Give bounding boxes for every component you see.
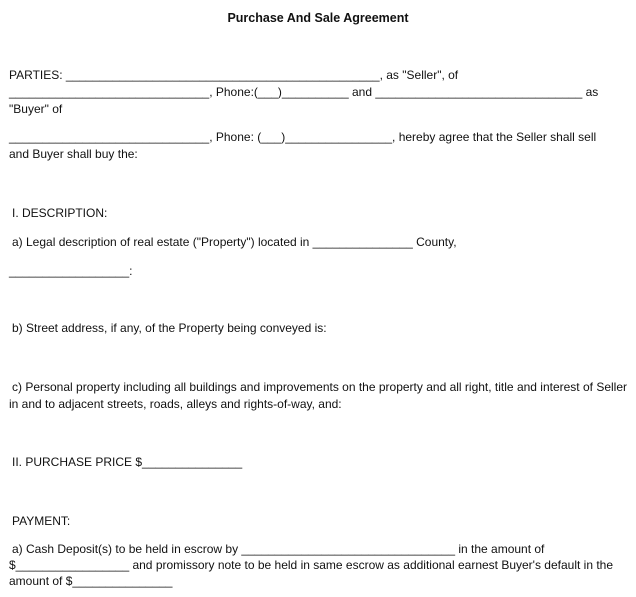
payment-heading: PAYMENT:	[12, 514, 71, 528]
description-heading: I. DESCRIPTION:	[12, 206, 108, 220]
payment-a-line-1: a) Cash Deposit(s) to be held in escrow by ________________________________ in the amount of	[12, 542, 545, 556]
description-b: b) Street address, if any, of the Property being conveyed is:	[12, 321, 327, 335]
payment-a-line-2: $_________________ and promissory note to be held in same escrow as additional earnest Buyer's default in the	[9, 558, 614, 572]
description-a-line-2: __________________:	[9, 264, 133, 278]
parties-line-2: ______________________________, Phone:(___)__________ and _______________________________ as	[9, 85, 599, 99]
document-title: Purchase And Sale Agreement	[227, 11, 409, 25]
parties-line-3: "Buyer" of	[9, 102, 63, 116]
purchase-price-heading: II. PURCHASE PRICE $_______________	[12, 455, 243, 469]
description-c-line-2: in and to adjacent streets, roads, alleys and rights-of-way, and:	[9, 397, 342, 411]
description-c-line-1: c) Personal property including all buildings and improvements on the property and all right, title and interest of Seller	[12, 380, 627, 394]
payment-a-line-3: amount of $_______________	[9, 574, 173, 588]
parties-line-1: PARTIES: _______________________________________________, as "Seller", of	[9, 68, 459, 82]
parties-line-5: and Buyer shall buy the:	[9, 147, 138, 161]
parties-line-4: ______________________________, Phone: (___)________________, hereby agree that the Seller shall sell	[9, 130, 597, 144]
description-a-line-1: a) Legal description of real estate ("Property") located in _______________ County,	[12, 235, 457, 249]
